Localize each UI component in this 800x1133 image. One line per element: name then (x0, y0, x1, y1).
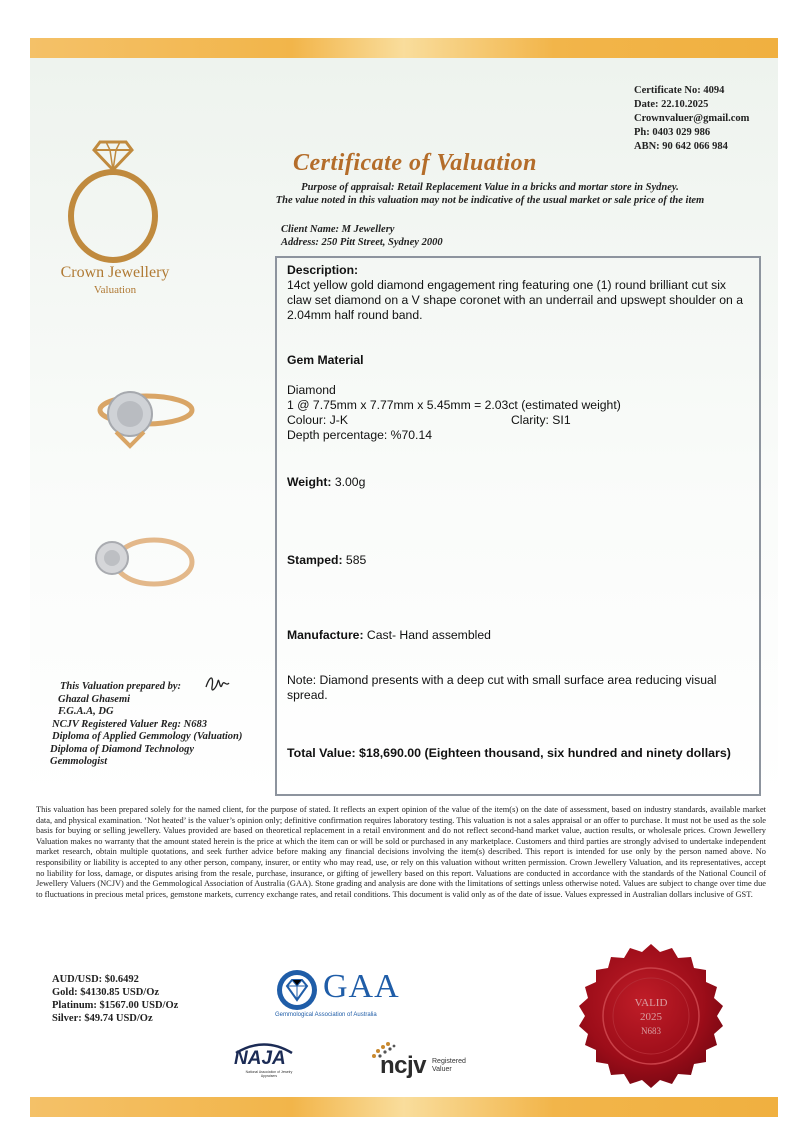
weight-row (287, 475, 749, 490)
preparer-qualifications: F.G.A.A, DG (58, 706, 114, 717)
valuation-details-box (275, 256, 761, 796)
weight-value: 3.00g (331, 475, 366, 489)
svg-text:2025: 2025 (640, 1011, 662, 1023)
preparer-diploma-1: Diploma of Applied Gemmology (Valuation) (52, 731, 243, 742)
preparer-block (50, 681, 242, 769)
gem-material-heading: Gem Material (287, 353, 364, 367)
wax-seal-icon (558, 940, 744, 1090)
description-heading: Description: (287, 263, 359, 277)
ring-photo-side (86, 528, 198, 598)
ncjv-valuer: Valuer (432, 1066, 452, 1073)
preparer-diploma-2: Diploma of Diamond Technology (50, 743, 194, 755)
preparer-role: Gemmologist (50, 756, 108, 767)
gem-type: Diamond (287, 383, 336, 397)
stamped-value: 585 (342, 553, 367, 567)
gem-depth: Depth percentage: %70.14 (287, 428, 433, 442)
gem-colour: Colour: J-K (287, 413, 348, 427)
certificate-date: Date: 22.10.2025 (634, 99, 709, 110)
brand-name: Crown Jewellery (60, 264, 170, 281)
purpose-of-appraisal (240, 181, 740, 207)
gaa-subtitle: Gemmological Association of Australia (275, 1012, 377, 1018)
disclaimer-text: This valuation has been prepared solely for the named client, for the purpose of stated. It reflects an expert opinion of the value of the item(s) on the date of assessment, based on industry standards, available market data, and physical examination. ‘Not heated’ is the valuer’s opinion only; definitive confirmation requires laboratory testing. This valuation is not a sales appraisal or an offer to purchase. It must not be used as the sole basis for buying or selling jewellery. Values provided are based on theoretical replacement in a retail environment and do not reflect second-hand market value, auction results, or wholesale prices. Crown Jewellery Valuation makes no warranty that the amount stated herein is the price at which the item can or will be sold or purchased in any marketplace. Customers and third parties are strongly advised to undertake independent market research, obtain multiple quotations, and seek further advice before making any financial decisions involving the item(s) described. This report is intended for use only by the person named above. No responsibility or liability is accepted to any other person, company, insurer, or entity who may read, use, or rely on this valuation without written permission. Crown Jewellery Valuation, and its representatives, accept no liability for loss, damage, or disputes arising from the resale, purchase, insurance, or gifting of jewellery based on this report. Valuations are conducted in accordance with the standards of the National Council of Jewellery Valuers (NCJV) and the Gemmological Association of Australia (GAA). Stone grading and analysis are done with the limitations of settings unless otherwise noted. Values are subject to change over time due to fluctuations in precious metal prices, gemstone markets, currency exchange rates, and retail conditions. This document is valid only as of the date of issue. Values expressed in Australian dollars inclusive of GST. (36, 805, 766, 899)
manufacture-value: Cast- Hand assembled (363, 628, 491, 642)
description-text: 14ct yellow gold diamond engagement ring featuring one (1) round brilliant cut six claw set diamond on a V shape coronet with an underrail and upswept shoulder on a 2.04mm half round band. (287, 278, 743, 322)
ncjv-registered-text (432, 1058, 466, 1074)
bottom-gold-band (30, 1097, 778, 1117)
purpose-line-2: The value noted in this valuation may not be indicative of the usual market or sale price of the item (275, 195, 705, 206)
naja-wordmark: NAJA (234, 1048, 286, 1069)
client-name: Client Name: M Jewellery (281, 224, 395, 235)
weight-label: Weight: (287, 475, 332, 489)
gem-heading (287, 353, 749, 368)
preparer-registration: NCJV Registered Valuer Reg: N683 (52, 718, 207, 730)
document-title: Certificate of Valuation (293, 150, 538, 176)
svg-text:N683: N683 (641, 1026, 661, 1036)
manufacture-row (287, 628, 749, 643)
certificate-email: Crownvaluer@gmail.com (634, 113, 750, 124)
gem-details (287, 383, 749, 443)
stamped-row (287, 553, 749, 568)
total-value: Total Value: $18,690.00 (Eighteen thousand, six hundred and ninety dollars) (287, 746, 731, 760)
certificate-info (634, 84, 749, 154)
top-gold-band (30, 38, 778, 58)
prepared-by-label: This Valuation prepared by: (60, 681, 182, 692)
svg-text:VALID: VALID (634, 997, 668, 1009)
certificate-number: Certificate No: 4094 (634, 85, 725, 96)
gaa-diamond-icon (275, 968, 319, 1012)
ncjv-registered: Registered (432, 1058, 466, 1065)
preparer-name: Ghazal Ghasemi (58, 693, 131, 705)
certificate-abn: ABN: 90 642 066 984 (634, 141, 728, 152)
platinum-price: Platinum: $1567.00 USD/Oz (52, 1000, 179, 1011)
purpose-line-1: Purpose of appraisal: Retail Replacement Value in a bricks and mortar store in Sydney. (301, 182, 679, 193)
signature-icon (202, 673, 232, 695)
client-address: Address: 250 Pitt Street, Sydney 2000 (281, 237, 443, 248)
crown-ring-logo-icon (58, 134, 168, 269)
ncjv-wordmark: ncjv (380, 1052, 427, 1079)
manufacture-label: Manufacture: (287, 628, 364, 642)
certificate-phone: Ph: 0403 029 986 (634, 127, 711, 138)
aud-usd-rate: AUD/USD: $0.6492 (52, 974, 139, 985)
note-text: Note: Diamond presents with a deep cut with small surface area reducing visual spread. (287, 673, 717, 702)
gold-price: Gold: $4130.85 USD/Oz (52, 987, 160, 998)
brand-subtitle: Valuation (93, 284, 137, 296)
gaa-wordmark: GAA (323, 968, 400, 1005)
gem-clarity: Clarity: SI1 (511, 413, 571, 427)
naja-subtitle: National Association of Jewelry Appraisers (245, 1070, 293, 1078)
ring-photo-front (86, 370, 198, 458)
description-section (287, 263, 749, 323)
client-details (281, 223, 443, 249)
stamped-label: Stamped: (287, 553, 343, 567)
gem-measurement: 1 @ 7.75mm x 7.77mm x 5.45mm = 2.03ct (estimated weight) (287, 398, 621, 412)
metal-prices (52, 973, 178, 1025)
silver-price: Silver: $49.74 USD/Oz (52, 1013, 153, 1024)
